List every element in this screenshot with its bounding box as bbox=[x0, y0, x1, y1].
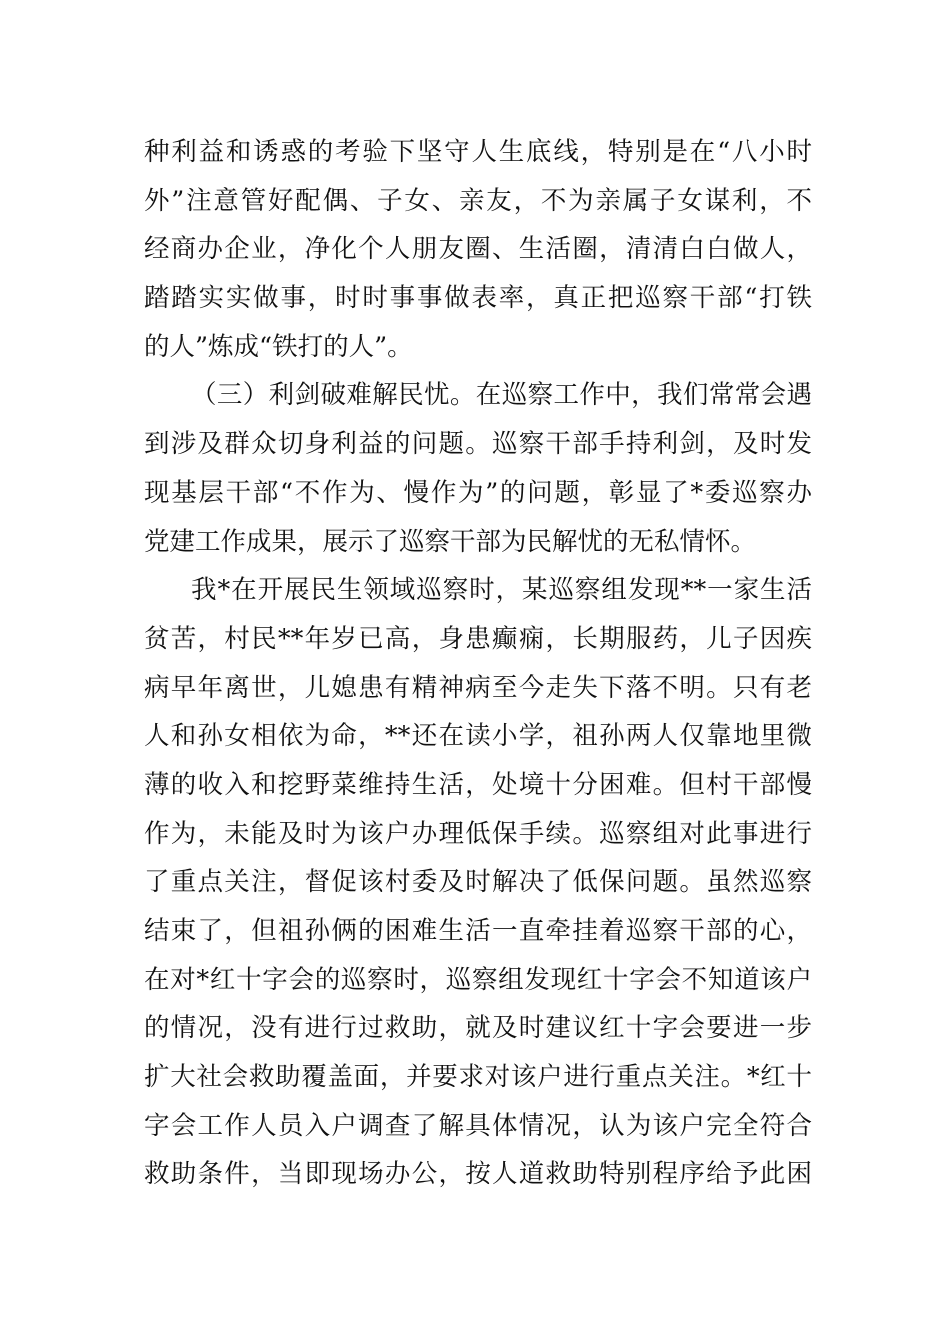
text-line: 了重点关注，督促该村委及时解决了低保问题。虽然巡察 bbox=[144, 867, 812, 898]
text-line: 的情况，没有进行过救助，就及时建议红十字会要进一步 bbox=[144, 1013, 812, 1044]
text-line: 的人”炼成“铁打的人”。 bbox=[144, 331, 413, 362]
text-line: 到涉及群众切身利益的问题。巡察干部手持利剑，及时发 bbox=[144, 429, 812, 460]
text-line: 贫苦，村民**年岁已高，身患癫痫，长期服药，儿子因疾 bbox=[144, 623, 812, 654]
text-line: 救助条件，当即现场办公，按人道救助特别程序给予此困 bbox=[144, 1159, 812, 1190]
text-line: 党建工作成果，展示了巡察干部为民解忧的无私情怀。 bbox=[144, 526, 757, 557]
text-line: 外”注意管好配偶、子女、亲友，不为亲属子女谋利，不 bbox=[144, 185, 812, 216]
text-line: 现基层干部“不作为、慢作为”的问题，彰显了*委巡察办 bbox=[144, 477, 812, 508]
text-line: 经商办企业，净化个人朋友圈、生活圈，清清白白做人， bbox=[144, 234, 812, 265]
text-line: 在对*红十字会的巡察时，巡察组发现红十字会不知道该户 bbox=[144, 964, 812, 995]
body-text bbox=[144, 128, 812, 1199]
text-line: 种利益和诱惑的考验下坚守人生底线，特别是在“八小时 bbox=[144, 137, 812, 167]
text-line: 结束了，但祖孙俩的困难生活一直牵挂着巡察干部的心， bbox=[144, 916, 812, 946]
text-line: 薄的收入和挖野菜维持生活，处境十分困难。但村干部慢 bbox=[144, 769, 812, 800]
text-line: 作为，未能及时为该户办理低保手续。巡察组对此事进行 bbox=[144, 818, 812, 849]
text-line: 字会工作人员入户调查了解具体情况，认为该户完全符合 bbox=[144, 1110, 812, 1141]
section-heading-line: （三）利剑破难解民忧。在巡察工作中，我们常常会遇 bbox=[191, 380, 812, 411]
paragraph-start-line: 我*在开展民生领域巡察时，某巡察组发现**一家生活 bbox=[191, 575, 812, 606]
text-line: 踏踏实实做事，时时事事做表率，真正把巡察干部“打铁 bbox=[144, 283, 812, 314]
text-line: 扩大社会救助覆盖面，并要求对该户进行重点关注。*红十 bbox=[144, 1062, 812, 1093]
text-line: 人和孙女相依为命，**还在读小学，祖孙两人仅靠地里微 bbox=[144, 721, 812, 752]
text-line: 病早年离世，儿媳患有精神病至今走失下落不明。只有老 bbox=[144, 672, 812, 703]
